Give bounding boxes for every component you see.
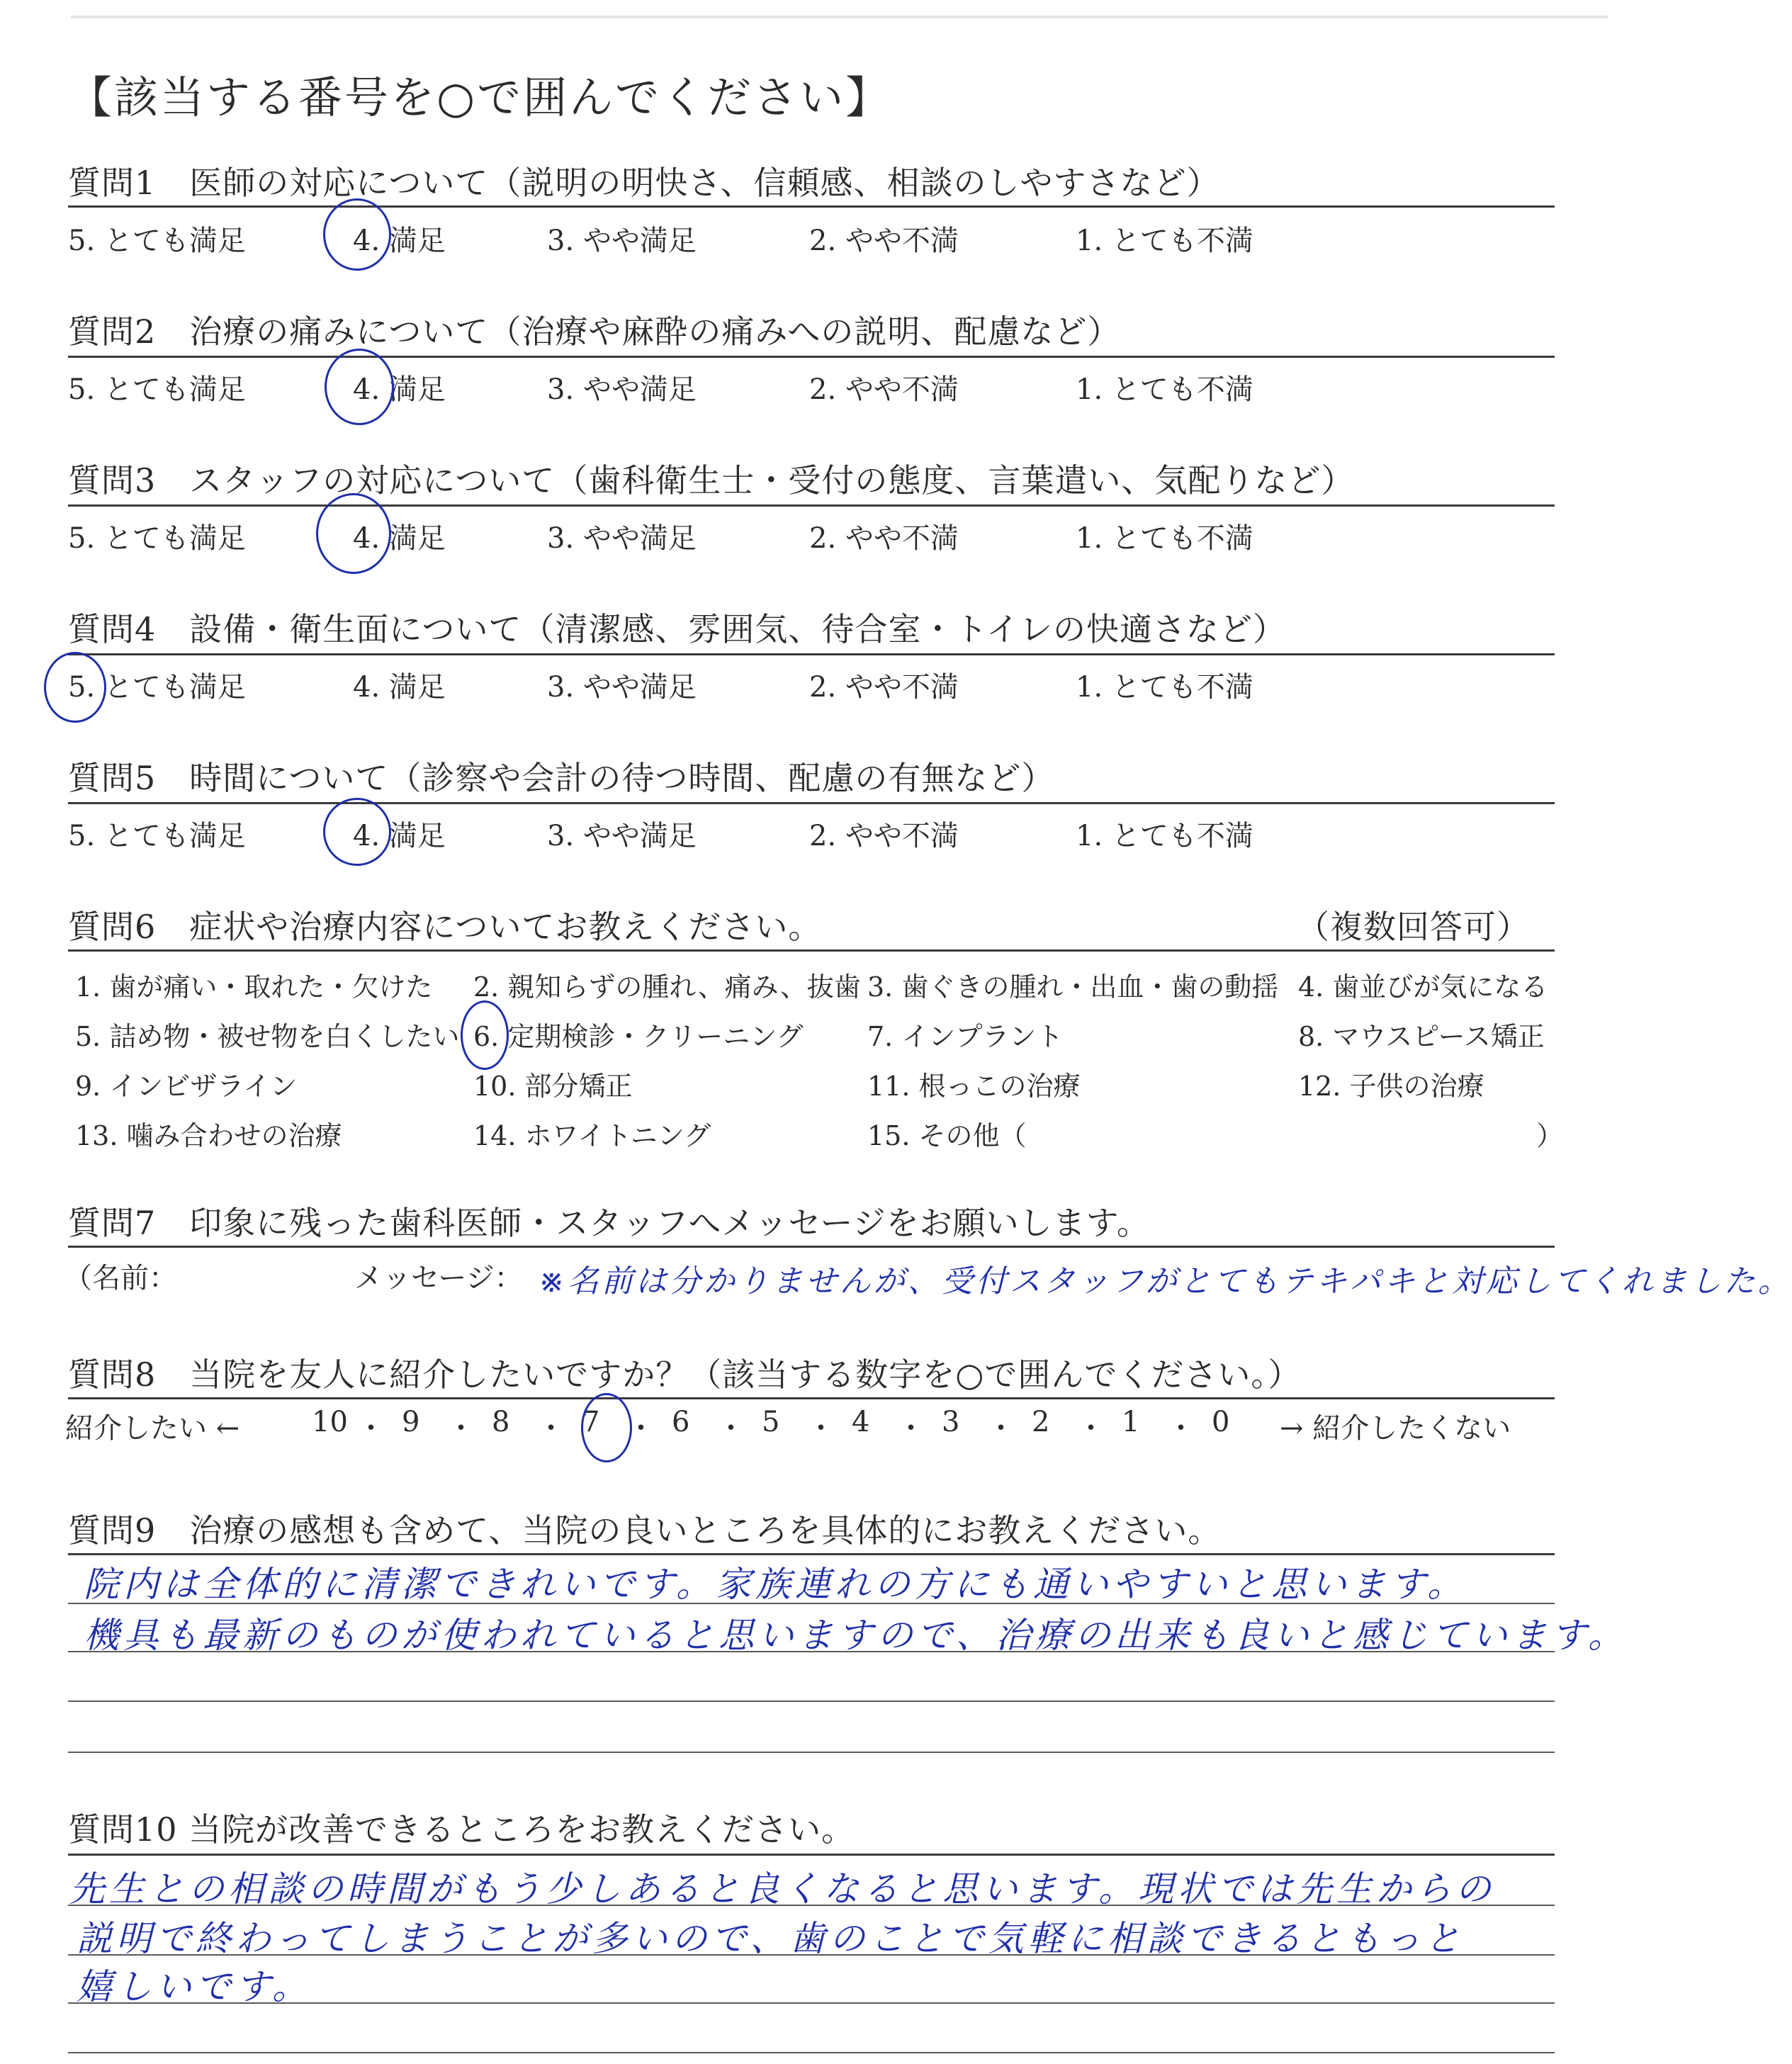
q2-option-1[interactable]: 1. とても不満 (1076, 373, 1253, 406)
q5-answer-circle (323, 798, 391, 866)
q8-scale-dot: ・ (1076, 1412, 1105, 1445)
q2-option-3[interactable]: 3. やや満足 (547, 373, 697, 406)
q8-scale-9[interactable]: 9 (402, 1406, 420, 1438)
q5-rule (68, 802, 1555, 804)
q6-option-11[interactable]: 11. 根っこの治療 (867, 1071, 1081, 1102)
q8-scale-6[interactable]: 6 (672, 1406, 690, 1438)
q3-option-3[interactable]: 3. やや満足 (547, 522, 697, 555)
q9-rule-0 (68, 1553, 1555, 1555)
q2-answer-circle (325, 349, 394, 425)
q8-left-label: 紹介したい ← (65, 1412, 240, 1445)
q8-answer-circle (581, 1393, 632, 1462)
q10-answer-line-3[interactable]: 嬉しいです。 (77, 1966, 312, 2007)
q6-option-10[interactable]: 10. 部分矯正 (473, 1071, 633, 1102)
scan-edge (71, 16, 1608, 18)
q6-option-13[interactable]: 13. 噛み合わせの治療 (75, 1120, 342, 1151)
q4-title: 質問4 設備・衛生面について（清潔感、雰囲気、待合室・トイレの快適さなど） (68, 610, 1287, 648)
q8-scale-0[interactable]: 0 (1212, 1406, 1230, 1438)
q3-option-5[interactable]: 5. とても満足 (68, 522, 246, 555)
q8-scale-5[interactable]: 5 (762, 1406, 780, 1438)
q8-scale-2[interactable]: 2 (1032, 1406, 1050, 1438)
q6-option-6[interactable]: 6. 定期検診・クリーニング (473, 1021, 804, 1052)
q1-title: 質問1 医師の対応について（説明の明快さ、信頼感、相談のしやすさなど） (68, 164, 1220, 202)
q3-rule (68, 504, 1555, 507)
q6-option-4[interactable]: 4. 歯並びが気になる (1298, 971, 1548, 1003)
q6-option-7[interactable]: 7. インプラント (867, 1021, 1064, 1052)
q5-option-2[interactable]: 2. やや不満 (809, 820, 959, 852)
q7-message-label: メッセージ： (354, 1262, 523, 1295)
q9-title: 質問9 治療の感想も含めて、当院の良いところを具体的にお教えください。 (68, 1511, 1222, 1550)
q3-answer-circle (316, 493, 391, 574)
q8-scale-dot: ・ (356, 1412, 385, 1445)
q6-option-9[interactable]: 9. インビザライン (75, 1071, 298, 1102)
q3-option-1[interactable]: 1. とても不満 (1076, 522, 1253, 555)
q4-option-3[interactable]: 3. やや満足 (547, 671, 697, 704)
q1-option-5[interactable]: 5. とても満足 (68, 225, 246, 257)
q8-scale-8[interactable]: 8 (492, 1406, 510, 1438)
q8-scale-dot: ・ (1166, 1412, 1195, 1445)
q8-scale-1[interactable]: 1 (1122, 1406, 1140, 1438)
q6-option-15[interactable]: 15. その他（ (867, 1120, 1027, 1151)
q6-rule (68, 949, 1555, 952)
q6-option-12[interactable]: 12. 子供の治療 (1298, 1071, 1484, 1102)
q7-rule (68, 1246, 1555, 1248)
q9-rule-3 (68, 1701, 1555, 1702)
q9-answer-line-2[interactable]: 機具も最新のものが使われていると思いますので、治療の出来も良いと感じています。 (84, 1615, 1628, 1656)
q1-option-3[interactable]: 3. やや満足 (547, 225, 697, 257)
q5-option-4[interactable]: 4. 満足 (353, 820, 446, 852)
q6-answer-circle (461, 1000, 509, 1070)
q4-option-4[interactable]: 4. 満足 (353, 671, 446, 704)
q8-scale-dot: ・ (896, 1412, 925, 1445)
q2-title: 質問2 治療の痛みについて（治療や麻酔の痛みへの説明、配慮など） (68, 312, 1121, 351)
q4-option-5[interactable]: 5. とても満足 (68, 671, 246, 704)
q6-title: 質問6 症状や治療内容についてお教えください。 (68, 908, 822, 946)
q10-rule-4 (68, 2052, 1555, 2053)
q8-scale-dot: ・ (626, 1412, 655, 1445)
q10-rule-0 (68, 1854, 1555, 1856)
q5-option-1[interactable]: 1. とても不満 (1076, 820, 1253, 852)
q2-option-4[interactable]: 4. 満足 (353, 373, 446, 406)
q8-scale-4[interactable]: 4 (852, 1406, 870, 1438)
q6-option-2[interactable]: 2. 親知らずの腫れ、痛み、抜歯 (473, 971, 861, 1003)
q8-scale-10[interactable]: 10 (312, 1406, 348, 1438)
q8-right-label: → 紹介したくない (1280, 1412, 1511, 1445)
q4-option-1[interactable]: 1. とても不満 (1076, 671, 1253, 704)
q5-option-5[interactable]: 5. とても満足 (68, 820, 246, 852)
q10-answer-line-2[interactable]: 説明で終わってしまうことが多いので、歯のことで気軽に相談できるともっと (77, 1918, 1465, 1959)
q8-scale-dot: ・ (986, 1412, 1015, 1445)
q1-option-1[interactable]: 1. とても不満 (1076, 225, 1253, 257)
q6-option-1[interactable]: 1. 歯が痛い・取れた・欠けた (75, 971, 433, 1003)
q4-option-2[interactable]: 2. やや不満 (809, 671, 959, 704)
q7-message-handwritten[interactable]: ※名前は分かりませんが、受付スタッフがとてもテキパキと対応してくれました。 (539, 1263, 1792, 1299)
q3-option-2[interactable]: 2. やや不満 (809, 522, 959, 555)
q8-title: 質問8 当院を友人に紹介したいですか？（該当する数字を○で囲んでください。） (68, 1355, 1302, 1394)
q2-option-5[interactable]: 5. とても満足 (68, 373, 246, 406)
q5-title: 質問5 時間について（診察や会計の待つ時間、配慮の有無など） (68, 759, 1055, 797)
q6-option-5[interactable]: 5. 詰め物・被せ物を白くしたい (75, 1021, 460, 1052)
q8-scale-dot: ・ (806, 1412, 835, 1445)
q10-answer-line-1[interactable]: 先生との相談の時間がもう少しあると良くなると思います。現状では先生からの (69, 1868, 1495, 1910)
q3-option-4[interactable]: 4. 満足 (353, 522, 446, 555)
q8-scale-dot: ・ (716, 1412, 745, 1445)
q9-rule-4 (68, 1752, 1555, 1753)
q1-answer-circle (323, 198, 391, 271)
form-heading: 【該当する番号を○で囲んでください】 (68, 72, 892, 123)
q5-option-3[interactable]: 3. やや満足 (547, 820, 697, 852)
q6-option-15-close: ） (1536, 1120, 1564, 1151)
q2-option-2[interactable]: 2. やや不満 (809, 373, 959, 406)
q7-title: 質問7 印象に残った歯科医師・スタッフへメッセージをお願いします。 (68, 1204, 1150, 1242)
q3-title: 質問3 スタッフの対応について（歯科衛生士・受付の態度、言葉遣い、気配りなど） (68, 461, 1355, 500)
q8-rule (68, 1397, 1555, 1399)
q1-option-4[interactable]: 4. 満足 (353, 225, 446, 257)
q1-rule (68, 205, 1555, 208)
q6-option-3[interactable]: 3. 歯ぐきの腫れ・出血・歯の動揺 (867, 971, 1279, 1003)
q8-scale-3[interactable]: 3 (942, 1406, 960, 1438)
q8-scale-7[interactable]: 7 (582, 1406, 600, 1438)
q8-scale-dot: ・ (446, 1412, 475, 1445)
q1-option-2[interactable]: 2. やや不満 (809, 225, 959, 257)
q6-option-14[interactable]: 14. ホワイトニング (473, 1120, 711, 1151)
q9-answer-line-1[interactable]: 院内は全体的に清潔できれいです。家族連れの方にも通いやすいと思います。 (84, 1564, 1467, 1605)
q6-note: （複数回答可） (1297, 908, 1530, 946)
q8-scale-dot: ・ (536, 1412, 565, 1445)
q10-title: 質問10 当院が改善できるところをお教えください。 (68, 1810, 855, 1849)
q4-answer-circle (44, 652, 106, 723)
q6-option-8[interactable]: 8. マウスピース矯正 (1298, 1021, 1545, 1052)
q7-name-label[interactable]: （名前： (64, 1262, 177, 1295)
q2-rule (68, 356, 1555, 358)
q4-rule (68, 653, 1555, 655)
